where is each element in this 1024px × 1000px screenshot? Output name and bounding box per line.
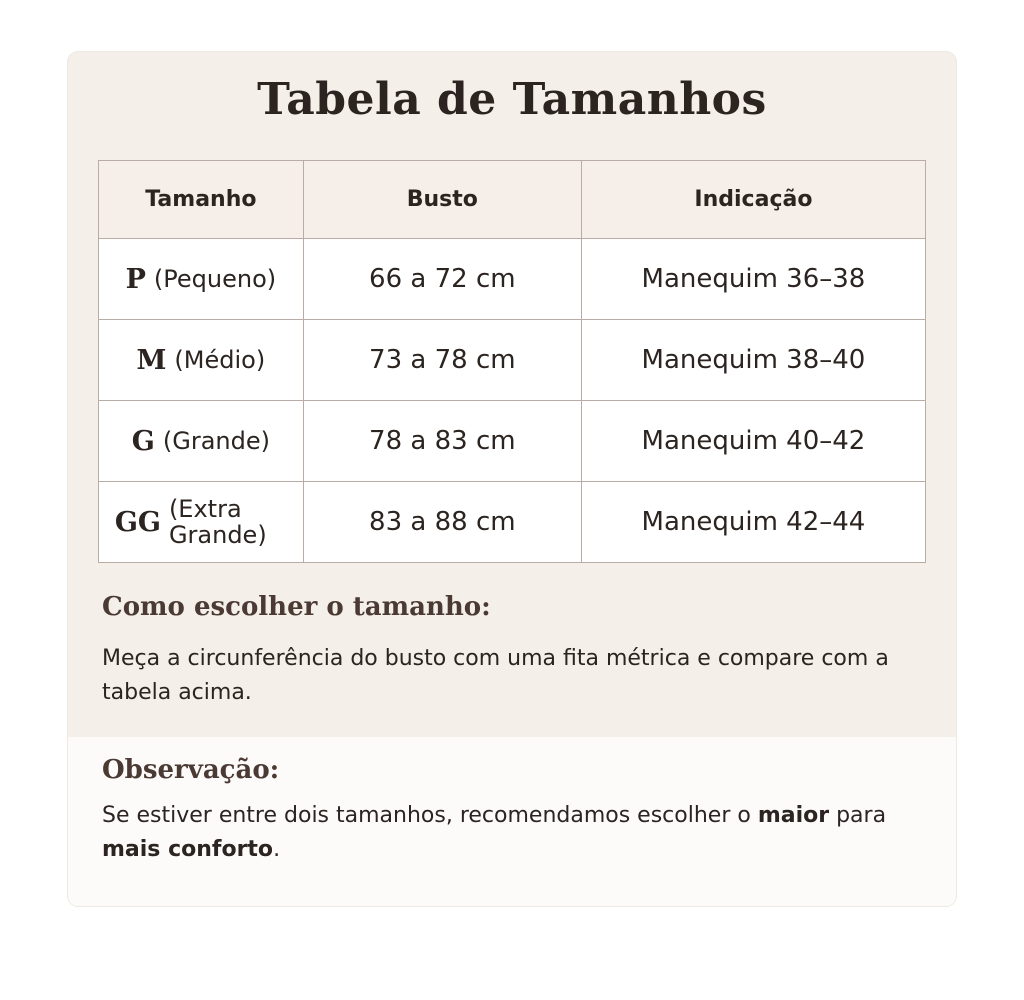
size-name: (Médio) xyxy=(174,346,266,374)
table-row xyxy=(99,239,926,320)
bust-cell: 78 a 83 cm xyxy=(303,401,581,482)
bust-cell: 66 a 72 cm xyxy=(303,239,581,320)
indication-cell: Manequim 36–38 xyxy=(581,239,925,320)
note-panel xyxy=(68,737,956,906)
column-header-bust: Busto xyxy=(303,161,581,239)
note-text-part: Se estiver entre dois tamanhos, recomendamos escolher o xyxy=(102,803,758,828)
indication-cell: Manequim 38–40 xyxy=(581,320,925,401)
table-row xyxy=(99,401,926,482)
size-code: M xyxy=(136,344,167,376)
how-to-heading: Como escolher o tamanho: xyxy=(102,592,491,622)
how-to-text: Meça a circunferência do busto com uma fita métrica e compare com a tabela acima. xyxy=(102,646,889,705)
table-row xyxy=(99,482,926,563)
size-name: (Pequeno) xyxy=(153,265,277,293)
table-header-row xyxy=(99,161,926,239)
size-chart-card xyxy=(68,52,956,906)
note-text xyxy=(102,799,932,867)
page-title: Tabela de Tamanhos xyxy=(257,74,767,125)
size-code: G xyxy=(131,425,155,457)
size-code: GG xyxy=(114,506,161,538)
size-cell xyxy=(99,320,304,401)
bust-cell: 83 a 88 cm xyxy=(303,482,581,563)
note-bold-larger: maior xyxy=(757,803,830,828)
size-cell xyxy=(99,239,304,320)
size-cell xyxy=(99,401,304,482)
table-row xyxy=(99,320,926,401)
bust-cell: 73 a 78 cm xyxy=(303,320,581,401)
indication-cell: Manequim 42–44 xyxy=(581,482,925,563)
size-table xyxy=(98,160,926,563)
column-header-size: Tamanho xyxy=(99,161,304,239)
note-bold-comfort: mais conforto xyxy=(102,837,274,862)
note-text-part: . xyxy=(273,837,281,862)
size-name: (Grande) xyxy=(162,427,270,455)
size-cell xyxy=(99,482,304,563)
note-text-part: para xyxy=(829,803,887,828)
size-name: (Extra Grande) xyxy=(168,495,267,549)
note-heading: Observação: xyxy=(102,755,280,785)
indication-cell: Manequim 40–42 xyxy=(581,401,925,482)
size-code: P xyxy=(125,263,146,295)
column-header-indication: Indicação xyxy=(581,161,925,239)
